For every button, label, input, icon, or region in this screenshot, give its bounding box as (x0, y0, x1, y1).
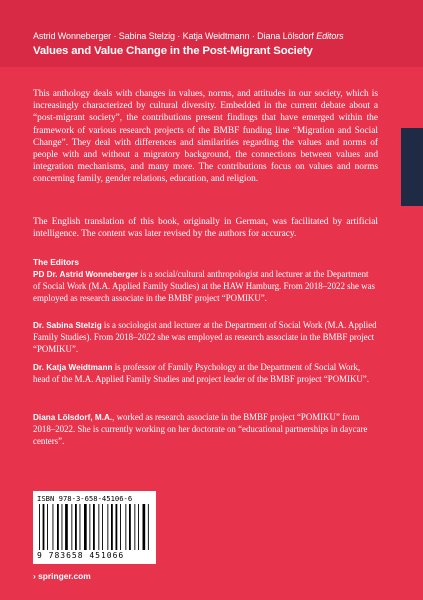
barcode-bar (148, 504, 149, 550)
barcode-bar (47, 504, 48, 550)
barcode-bar (134, 504, 135, 550)
website-link[interactable]: › springer.com (33, 571, 91, 581)
barcode-icon (37, 504, 151, 550)
isbn-label: ISBN 978-3-658-45106-6 (37, 494, 133, 503)
editor-name: Dr. Katja Weidtmann (33, 363, 113, 372)
editors-names: Astrid Wonneberger · Sabina Stelzig · Katja Weidtmann · Diana Lölsdorf (33, 31, 314, 41)
editor-bio-text: , worked as research associate in the BMBF project “POMIKU” from 2018–2022. She is currently working on her doctorate on “educational partnerships in daycare centers”. (33, 412, 368, 446)
side-tab (401, 128, 423, 206)
editor-name: Diana Lölsdorf, M.A. (33, 413, 113, 422)
barcode-bar (57, 504, 59, 550)
translation-note: The English translation of this book, originally in German, was facilitated by artificial intelligence. The content was later revised by the authors for accuracy. (33, 217, 378, 240)
editor-name: PD Dr. Astrid Wonneberger (33, 270, 139, 279)
blurb-paragraph: This anthology deals with changes in values, norms, and attitudes in our society, which is increasingly characterized by cultural diversity. Embedded in the current debate about a “post-migrant society”, the contributions present findings that have emerged within the framework of various research projects of the BMBF funding line “Migration and Social Change”. They deal with differences and similarities regarding the values and norms of people with and without a migratory background, the connections between values and integration mechanisms, and many more. The contributions focus on values and norms concerning family, gender relations, education, and religion. (33, 89, 378, 185)
barcode-bar (71, 504, 72, 550)
barcode-bar (39, 504, 40, 550)
barcode-digits: 9 783658 451066 (37, 551, 125, 560)
editors-line (33, 31, 393, 41)
barcode-bar (93, 504, 95, 550)
barcode-bar (53, 504, 54, 550)
editor-bio (33, 362, 378, 386)
barcode-bar (84, 504, 87, 550)
editors-heading: The Editors (33, 257, 80, 267)
editors-label: Editors (316, 31, 344, 41)
barcode-box (33, 491, 156, 564)
barcode-bar (125, 504, 126, 550)
editor-bio-text: is professor of Family Psychology at the Department of Social Work, head of the M.A. Applied Family Studies and project leader of the BMBF project “POMIKU”. (33, 362, 369, 384)
book-title: Values and Value Change in the Post-Migrant Society (33, 45, 313, 57)
barcode-bar (98, 504, 99, 550)
barcode-bar (116, 504, 118, 550)
editor-bio (33, 412, 378, 448)
barcode-bar (43, 504, 45, 550)
barcode-bar (143, 504, 146, 550)
editor-bio (33, 320, 378, 356)
barcode-bar (102, 504, 103, 550)
editor-bio-text: is a sociologist and lecturer at the Department of Social Work (M.A. Applied Family Studies). From 2018–2022 she was employed as research associate in the BMBF project “POMIKU”. (33, 320, 377, 354)
editor-bio (33, 269, 378, 305)
barcode-bar (107, 504, 108, 550)
editor-bio-text: is a social/cultural anthropologist and lecturer at the Department of Social Work (M.A. Applied Family Studies) at the HAW Hamburg. From 2018–2022 she was employed as research associate in the BMBF project “POMIKU”. (33, 269, 375, 303)
barcode-bar (129, 504, 131, 550)
barcode-bar (120, 504, 121, 550)
barcode-bar (65, 504, 68, 550)
barcode-bar (111, 504, 113, 550)
barcode-bar (80, 504, 81, 550)
barcode-bar (62, 504, 63, 550)
editor-name: Dr. Sabina Stelzig (33, 321, 102, 330)
barcode-bar (75, 504, 77, 550)
barcode-bar (138, 504, 139, 550)
barcode-bar (89, 504, 90, 550)
